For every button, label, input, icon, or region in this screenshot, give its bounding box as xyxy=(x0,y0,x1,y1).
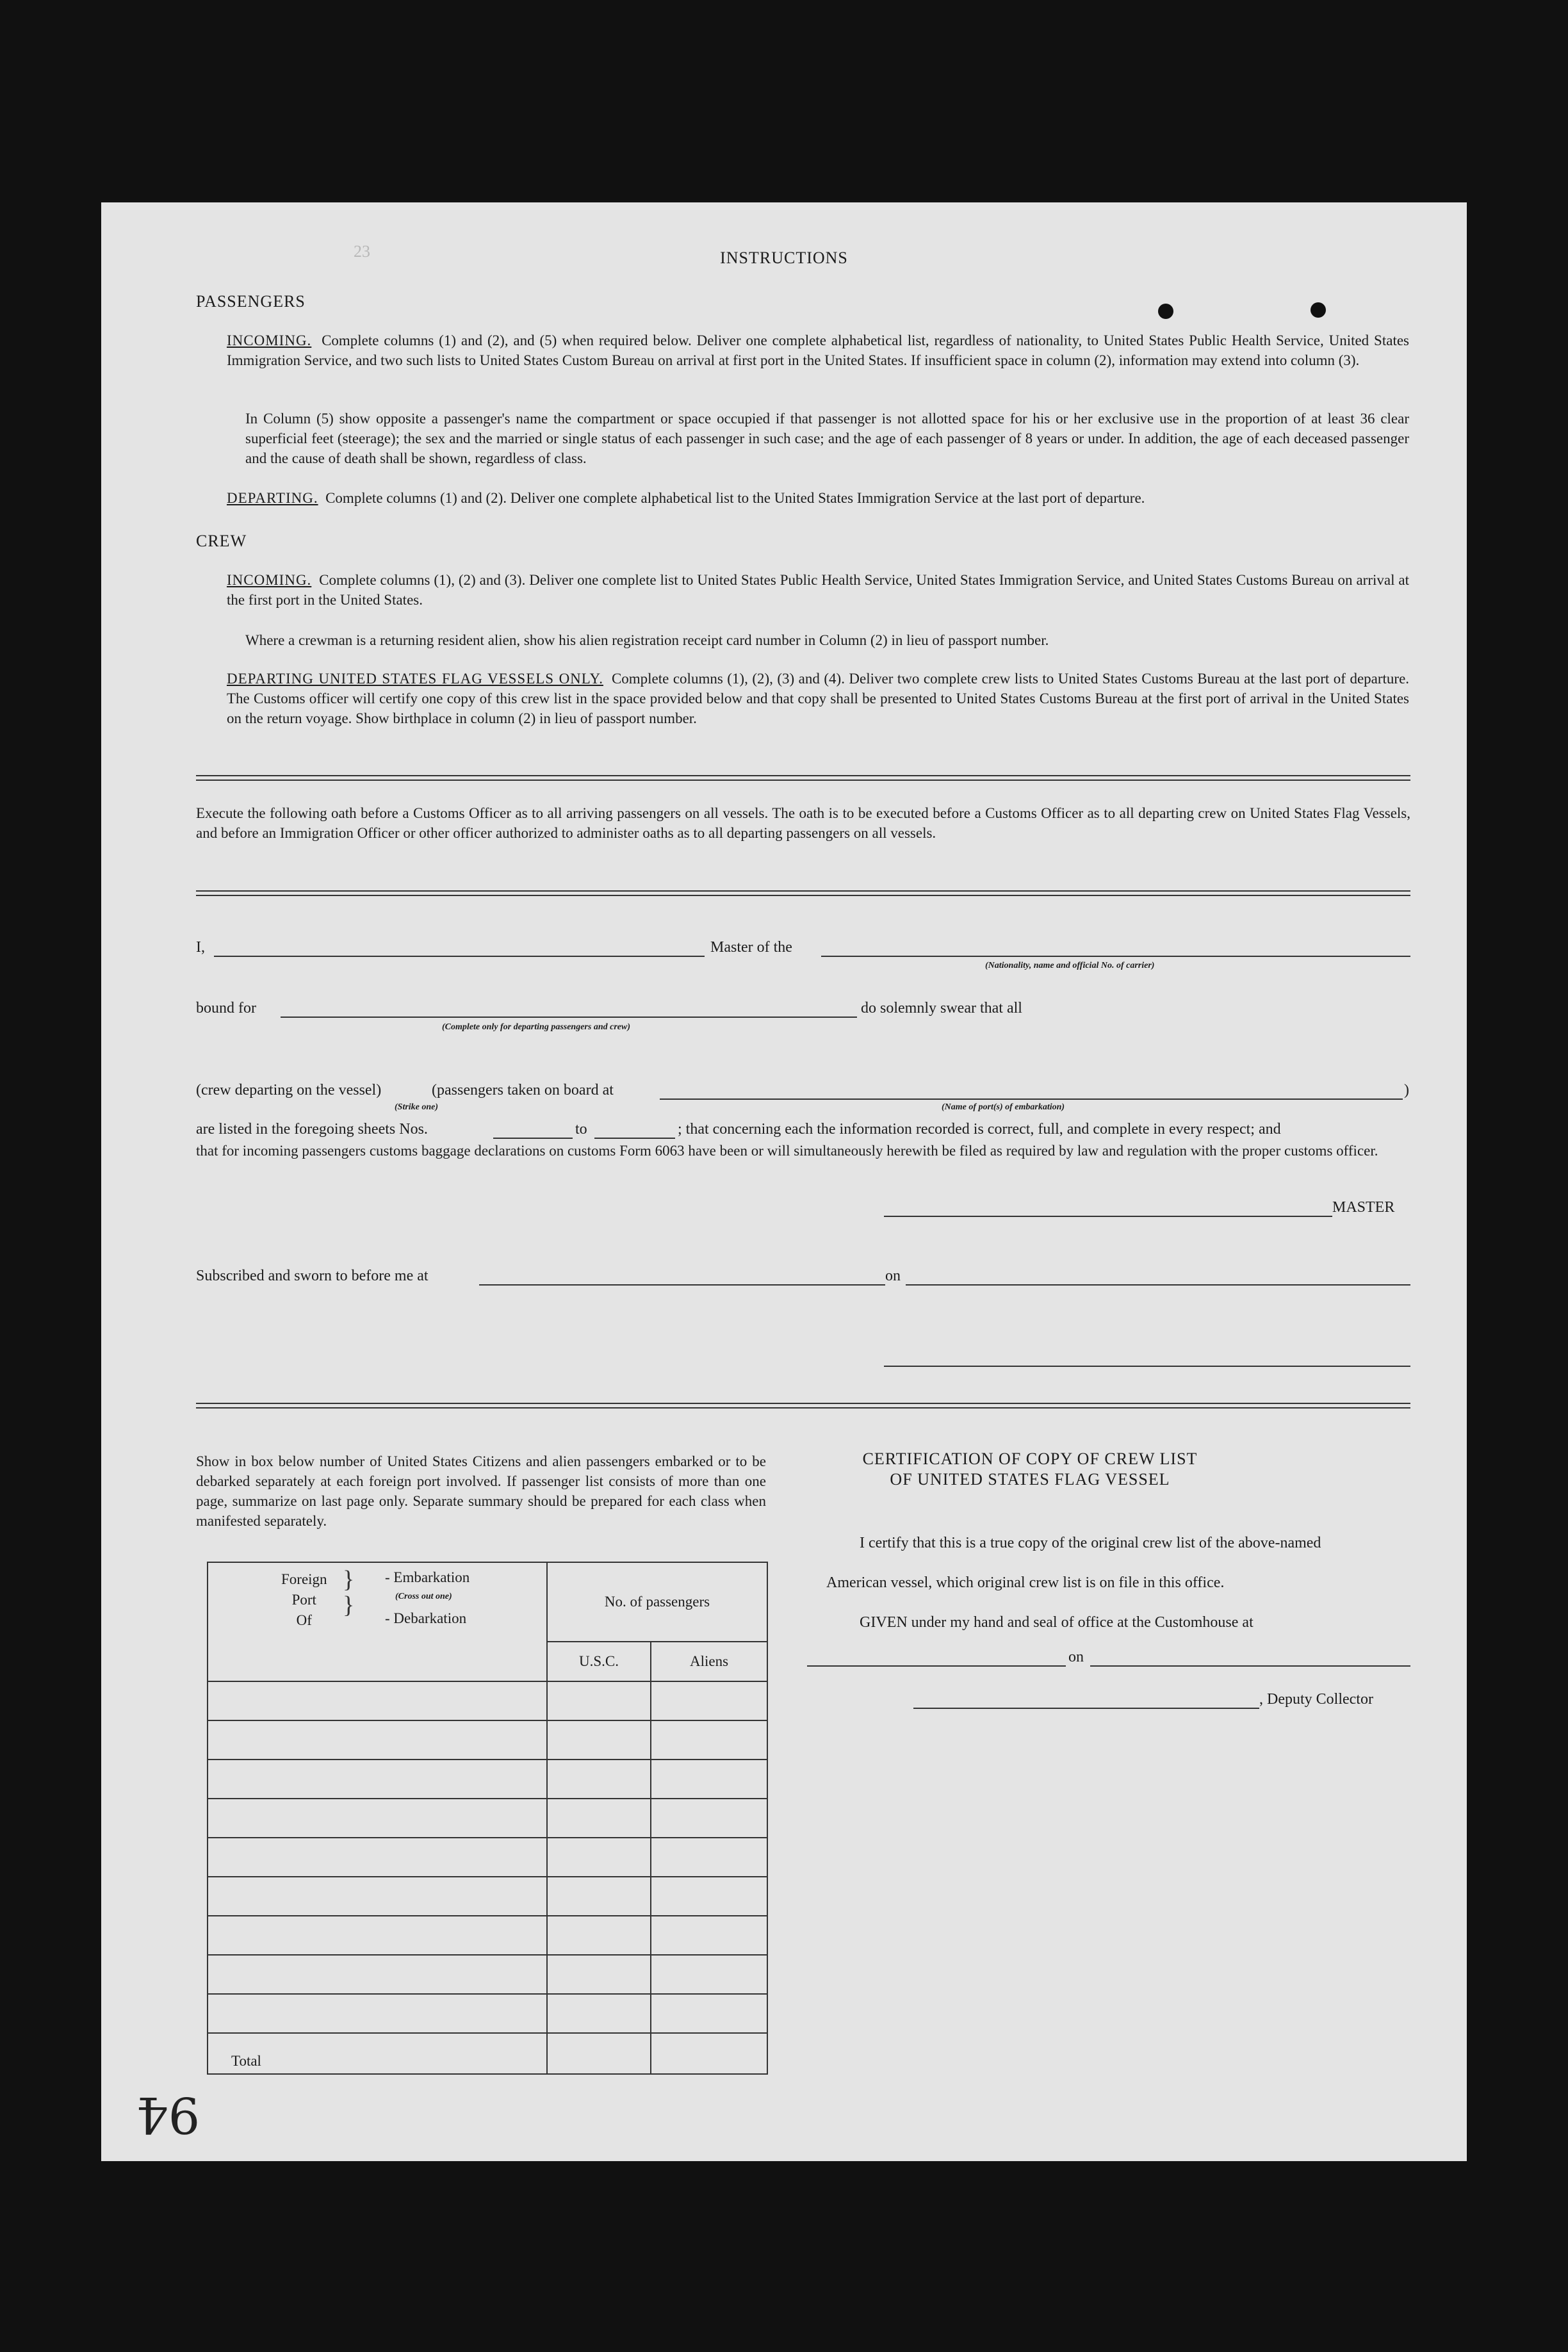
no-of-passengers-header: No. of passengers xyxy=(547,1562,767,1642)
sworn-place-field[interactable] xyxy=(479,1284,885,1286)
table-row xyxy=(208,1877,767,1916)
customhouse-field[interactable] xyxy=(807,1665,1066,1667)
carrier-field[interactable] xyxy=(821,956,1410,957)
usc-cell[interactable] xyxy=(547,1877,651,1916)
section-divider xyxy=(196,1403,1410,1409)
usc-cell[interactable] xyxy=(547,1916,651,1955)
usc-cell[interactable] xyxy=(547,1838,651,1877)
page-title: INSTRUCTIONS xyxy=(720,249,848,267)
certification-title-line1: CERTIFICATION OF COPY OF CREW LIST xyxy=(862,1450,1198,1468)
port-cell[interactable] xyxy=(208,1877,547,1916)
form-sheet xyxy=(101,202,1467,2161)
usc-cell[interactable] xyxy=(547,1955,651,1994)
foreign-label: Foreign xyxy=(281,1571,327,1587)
bound-caption: (Complete only for departing passengers and crew) xyxy=(442,1022,630,1032)
close-paren: ) xyxy=(1404,1082,1409,1098)
of-label: Of xyxy=(296,1612,312,1628)
bound-for-label: bound for xyxy=(196,1000,256,1017)
strike-caption: (Strike one) xyxy=(395,1102,439,1112)
passengers-incoming-label: INCOMING. xyxy=(227,332,312,348)
listed-baggage-text: that for incoming passengers customs baggage declarations on customs Form 6063 have been or will simultaneously herewith be filed as required by law and regulation with the proper customs officer. xyxy=(196,1143,1378,1159)
crew-departing-option[interactable]: (crew departing on the vessel) xyxy=(196,1082,382,1098)
certify-text-b: American vessel, which original crew list is on file in this office. xyxy=(826,1574,1225,1591)
certification-title xyxy=(825,1449,1235,1490)
port-cell[interactable] xyxy=(208,1720,547,1760)
aliens-cell[interactable] xyxy=(651,1994,767,2033)
port-cell[interactable] xyxy=(208,1916,547,1955)
cross-out-caption: (Cross out one) xyxy=(395,1592,452,1601)
total-aliens-cell[interactable] xyxy=(651,2033,767,2074)
total-label: Total xyxy=(208,2033,547,2074)
aliens-cell[interactable] xyxy=(651,1955,767,1994)
aliens-cell[interactable] xyxy=(651,1877,767,1916)
subscribed-label: Subscribed and sworn to before me at xyxy=(196,1268,429,1284)
embarkation-option[interactable]: - Embarkation xyxy=(385,1569,470,1585)
total-usc-cell[interactable] xyxy=(547,2033,651,2074)
certification-title-line2: OF UNITED STATES FLAG VESSEL xyxy=(890,1470,1170,1489)
summary-instructions: Show in box below number of United States Citizens and alien passengers embarked or to be debarked separately at each foreign port involved. If passenger list consists of more than one page, summarize on last page only. Separate summary should be prepared for each class when manifested separately. xyxy=(196,1453,766,1529)
given-text: GIVEN under my hand and seal of office at the Customhouse at xyxy=(860,1614,1254,1631)
aliens-cell[interactable] xyxy=(651,1681,767,1720)
certify-text-a: I certify that this is a true copy of the original crew list of the above-named xyxy=(860,1535,1321,1551)
section-divider xyxy=(196,890,1410,896)
oath-intro: Execute the following oath before a Customs Officer as to all arriving passengers on all vessels. The oath is to be executed before a Customs Officer as to all departing crew on United States Flag Vessels, and before an Immigration Officer or other officer authorized to administer oaths as to all departing passengers on all vessels. xyxy=(196,805,1410,841)
usc-cell[interactable] xyxy=(547,1720,651,1760)
deputy-signature-line[interactable] xyxy=(913,1708,1259,1709)
table-row xyxy=(208,1681,767,1720)
table-row xyxy=(208,1955,767,1994)
crew-departing-label: DEPARTING UNITED STATES FLAG VESSELS ONLY. xyxy=(227,671,603,687)
listed-sheets-text: are listed in the foregoing sheets Nos. xyxy=(196,1121,428,1138)
port-cell[interactable] xyxy=(208,1838,547,1877)
table-row xyxy=(208,1838,767,1877)
debarkation-option[interactable]: - Debarkation xyxy=(385,1610,467,1626)
section-divider xyxy=(196,775,1410,781)
page-number-faint: 23 xyxy=(354,242,370,261)
table-row xyxy=(208,1916,767,1955)
passengers-incoming-paragraph xyxy=(227,331,1409,370)
table-row xyxy=(208,1799,767,1838)
crew-incoming-text: Complete columns (1), (2) and (3). Deliver one complete list to United States Public Health Service, United States Immigration Service, and United States Customs Bureau on arrival at the first port in the United States. xyxy=(227,572,1410,608)
usc-cell[interactable] xyxy=(547,1994,651,2033)
table-row xyxy=(208,1760,767,1799)
usc-cell[interactable] xyxy=(547,1681,651,1720)
oath-i-label: I, xyxy=(196,939,205,956)
crew-resident-paragraph: Where a crewman is a returning resident alien, show his alien registration receipt card number in Column (2) in lieu of passport number. xyxy=(245,632,1049,648)
crew-incoming-paragraph xyxy=(227,570,1409,610)
aliens-header: Aliens xyxy=(651,1642,767,1681)
crew-heading: CREW xyxy=(196,532,247,550)
port-cell[interactable] xyxy=(208,1955,547,1994)
punch-hole xyxy=(1158,304,1173,319)
listed-correct-text: ; that concerning each the information recorded is correct, full, and complete in every respect; and xyxy=(678,1121,1281,1138)
passengers-departing-text: Complete columns (1) and (2). Deliver one complete alphabetical list to the United States Immigration Service at the last port of departure. xyxy=(325,490,1145,506)
master-name-field[interactable] xyxy=(214,956,705,957)
passengers-departing-paragraph xyxy=(227,488,1409,508)
officer-signature-line[interactable] xyxy=(884,1366,1410,1367)
embarkation-ports-field[interactable] xyxy=(660,1098,1403,1100)
handwritten-page-number: 94 xyxy=(136,2086,200,2143)
ports-caption: (Name of port(s) of embarkation) xyxy=(942,1102,1065,1112)
sheet-to-field[interactable] xyxy=(594,1138,675,1139)
port-cell[interactable] xyxy=(208,1760,547,1799)
passengers-heading: PASSENGERS xyxy=(196,292,306,311)
carrier-caption: (Nationality, name and official No. of carrier) xyxy=(985,961,1155,970)
usc-cell[interactable] xyxy=(547,1799,651,1838)
certification-date-field[interactable] xyxy=(1090,1665,1410,1667)
port-label: Port xyxy=(291,1592,316,1608)
port-cell[interactable] xyxy=(208,1994,547,2033)
passengers-departing-label: DEPARTING. xyxy=(227,490,318,506)
crew-departing-text: Complete columns (1), (2), (3) and (4). Deliver two complete crew lists to United States Customs Bureau at the last port of departure. The Customs officer will certify one copy of this crew list in the space provided below and that copy shall be presented to United States Customs Bureau at the first port of arrival in the United States on the return voyage. Show birthplace in column (2) in lieu of passport number. xyxy=(227,671,1410,726)
passengers-column5-paragraph: In Column (5) show opposite a passenger's name the compartment or space occupied if that passenger is not allotted space for his or her exclusive use in the proportion of at least 36 clear superficial feet (steerage); the sex and the married or single status of each passenger in such case; and the age of each passenger of 8 years or under. In addition, the age of each deceased passenger and the cause of death shall be shown, regardless of class. xyxy=(245,411,1409,466)
crew-incoming-label: INCOMING. xyxy=(227,572,312,588)
swear-text: do solemnly swear that all xyxy=(861,1000,1022,1017)
aliens-cell[interactable] xyxy=(651,1760,767,1799)
usc-header: U.S.C. xyxy=(547,1642,651,1681)
listed-to-text: to xyxy=(575,1121,587,1138)
deputy-collector-label: , Deputy Collector xyxy=(1259,1691,1373,1708)
bound-for-field[interactable] xyxy=(281,1017,857,1018)
passenger-summary-table xyxy=(207,1562,768,2075)
passengers-taken-option[interactable]: (passengers taken on board at xyxy=(432,1082,614,1098)
master-of-the-label: Master of the xyxy=(710,939,792,956)
passengers-incoming-text: Complete columns (1) and (2), and (5) when required below. Deliver one complete alphabetical list, regardless of nationality, to United States Public Health Service, United States Immigration Service, and two such lists to United States Custom Bureau on arrival at first port in the United States. If insufficient space in column (2), information may extend into column (3). xyxy=(227,332,1409,368)
sworn-date-field[interactable] xyxy=(906,1284,1410,1286)
sworn-on-label: on xyxy=(885,1268,901,1284)
total-row xyxy=(208,2033,767,2074)
aliens-cell[interactable] xyxy=(651,1838,767,1877)
master-label: MASTER xyxy=(1332,1199,1395,1216)
table-row xyxy=(208,1994,767,2033)
punch-hole xyxy=(1311,302,1326,318)
aliens-cell[interactable] xyxy=(651,1720,767,1760)
usc-cell[interactable] xyxy=(547,1760,651,1799)
certification-on-label: on xyxy=(1068,1649,1084,1665)
crew-departing-paragraph xyxy=(227,669,1409,728)
port-header-cell: Foreign Port Of } } - Embarkation (Cross out one) - Debarkation xyxy=(208,1562,547,1681)
aliens-cell[interactable] xyxy=(651,1916,767,1955)
master-signature-line[interactable] xyxy=(884,1216,1332,1217)
port-cell[interactable] xyxy=(208,1681,547,1720)
port-cell[interactable] xyxy=(208,1799,547,1838)
sheet-from-field[interactable] xyxy=(493,1138,573,1139)
table-row xyxy=(208,1720,767,1760)
aliens-cell[interactable] xyxy=(651,1799,767,1838)
